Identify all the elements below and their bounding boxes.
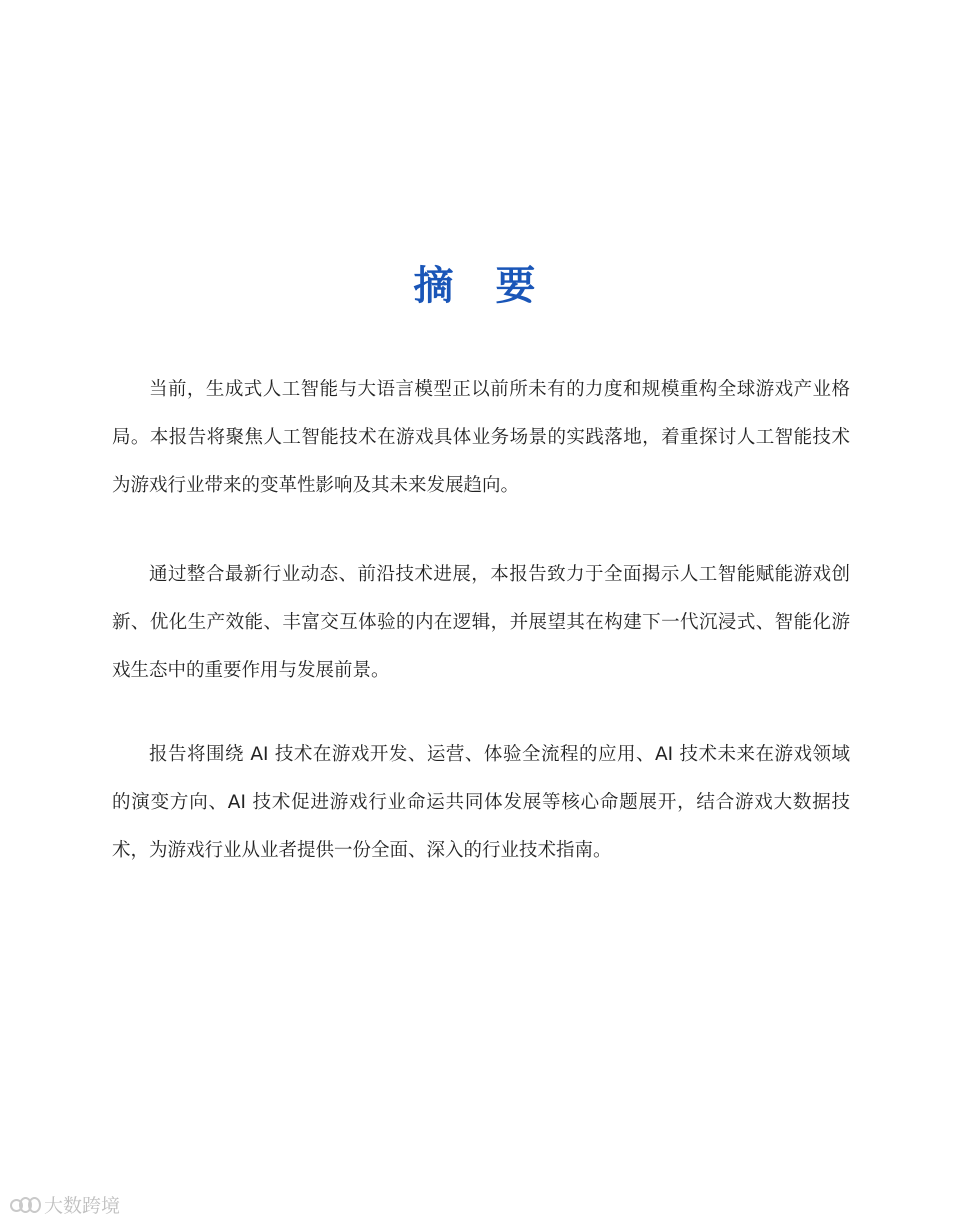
paragraph-3-container <box>112 731 850 875</box>
paragraph-1-container <box>112 366 850 510</box>
paragraph-2-container <box>112 551 850 695</box>
paragraph-3: 报告将围绕 AI 技术在游戏开发、运营、体验全流程的应用、AI 技术未来在游戏领域的演变方向、AI 技术促进游戏行业命运共同体发展等核心命题展开，结合游戏大数据技术，为游戏行业从业者提供一份全面、深入的行业技术指南。 <box>112 744 850 861</box>
watermark-text: 大数跨境 <box>44 1195 121 1217</box>
paragraph-1: 当前，生成式人工智能与大语言模型正以前所未有的力度和规模重构全球游戏产业格局。本报告将聚焦人工智能技术在游戏具体业务场景的实践落地，着重探讨人工智能技术为游戏行业带来的变革性影响及其未来发展趋向。 <box>112 379 850 496</box>
logo-icon <box>10 1195 40 1215</box>
paragraph-2: 通过整合最新行业动态、前沿技术进展，本报告致力于全面揭示人工智能赋能游戏创新、优化生产效能、丰富交互体验的内在逻辑，并展望其在构建下一代沉浸式、智能化游戏生态中的重要作用与发展前景。 <box>112 564 850 681</box>
page-title: 摘 要 <box>413 263 550 309</box>
watermark <box>10 1191 120 1218</box>
